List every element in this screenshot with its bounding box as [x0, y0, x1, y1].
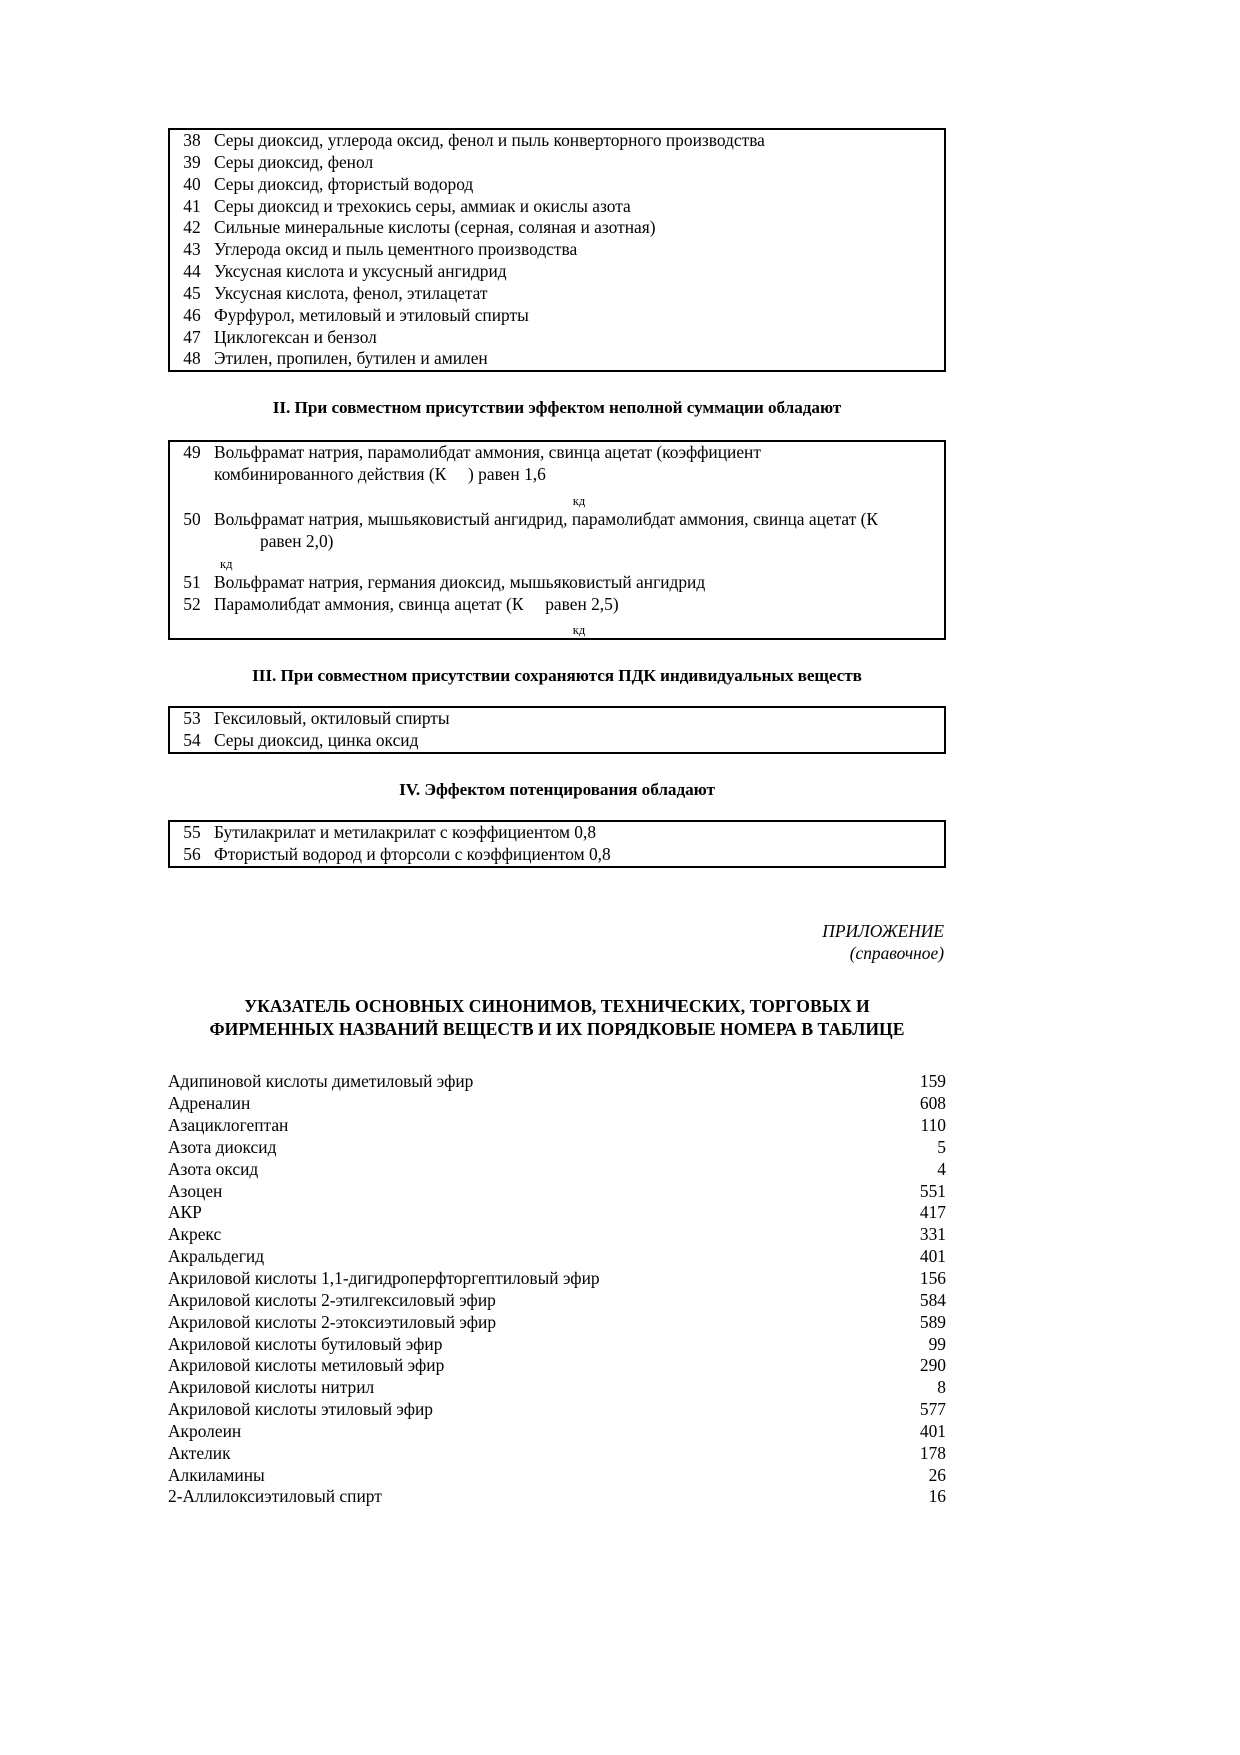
row-number: 50: [183, 508, 201, 529]
table-row: [169, 217, 945, 239]
index-entry-number: 608: [919, 1093, 946, 1114]
index-entry-name: Акральдегид: [168, 1246, 265, 1267]
index-entry-name: Акриловой кислоты нитрил: [168, 1377, 375, 1398]
index-entry-number: 26: [928, 1464, 946, 1485]
table-body: [169, 441, 945, 639]
row49-line1: Вольфрамат натрия, парамолибдат аммония, свинца ацетат (коэффициент: [214, 442, 761, 463]
table-individual-limits: [168, 706, 946, 754]
row52-line1-tail: равен 2,5): [545, 593, 619, 614]
index-entry-name: 2-Аллилоксиэтиловый спирт: [168, 1486, 382, 1507]
list-item: [168, 1334, 946, 1356]
index-entry-name: АКР: [168, 1202, 202, 1223]
list-item: [168, 1137, 946, 1159]
row-text: Этилен, пропилен, бутилен и амилен: [214, 348, 488, 369]
row-text: Гексиловый, октиловый спирты: [214, 708, 450, 729]
table-body: [169, 129, 945, 371]
table-row: [169, 348, 945, 371]
index-entry-name: Актелик: [168, 1442, 231, 1463]
row52-line1: [214, 594, 944, 616]
row-number: 40: [183, 173, 201, 194]
index-entry-number: 159: [919, 1071, 946, 1092]
index-entry-number: 16: [928, 1486, 946, 1507]
table-body: [169, 821, 945, 867]
row-text: Циклогексан и бензол: [214, 326, 377, 347]
index-entry-name: Алкиламины: [168, 1464, 265, 1485]
row-text: Серы диоксид, фтористый водород: [214, 173, 474, 194]
page-content: [168, 128, 946, 1508]
index-entry-number: 401: [919, 1420, 946, 1441]
table-row: [169, 572, 945, 594]
index-entry-number: 8: [937, 1377, 946, 1398]
table-row: [169, 730, 945, 753]
row-text: Серы диоксид и трехокись серы, аммиак и окислы азота: [214, 195, 631, 216]
row49-subscript: кд: [572, 493, 586, 508]
list-item: [168, 1421, 946, 1443]
row-number: 44: [183, 261, 201, 282]
section-heading-three: III. При совместном присутствии сохраняются ПДК индивидуальных веществ: [252, 666, 862, 686]
index-entry-number: 331: [919, 1224, 946, 1245]
row50-line2: равен 2,0): [260, 530, 334, 551]
table-row: [169, 261, 945, 283]
row-text: [214, 441, 945, 509]
row-text: Серы диоксид, цинка оксид: [214, 730, 419, 751]
row-number: 54: [183, 730, 201, 751]
index-entry-number: 401: [919, 1246, 946, 1267]
row-number: 55: [183, 822, 201, 843]
table-row: [169, 152, 945, 174]
index-entry-name: Адреналин: [168, 1093, 251, 1114]
spacer: [214, 486, 944, 494]
index-entry-number: 99: [928, 1333, 946, 1354]
index-entry-number: 5: [937, 1136, 946, 1157]
index-entry-number: 156: [919, 1268, 946, 1288]
row-number: 46: [183, 304, 201, 325]
index-entry-number: 589: [919, 1311, 946, 1332]
index-entry-name: Азоцен: [168, 1180, 223, 1201]
row-text: Сильные минеральные кислоты (серная, соляная и азотная): [214, 217, 656, 238]
list-item: [168, 1377, 946, 1399]
list-item: [168, 1399, 946, 1421]
index-entry-number: 290: [919, 1355, 946, 1376]
row-number: 38: [183, 130, 201, 150]
table-row: [169, 441, 945, 509]
table-row: [169, 239, 945, 261]
row-text: Серы диоксид, фенол: [214, 151, 374, 172]
list-item: [168, 1268, 946, 1290]
list-item: [168, 1115, 946, 1137]
list-item: [168, 1181, 946, 1203]
table-potentiation: [168, 820, 946, 868]
index-entry-name: Акриловой кислоты 2-этоксиэтиловый эфир: [168, 1311, 497, 1332]
index-entry-name: Акролеин: [168, 1420, 242, 1441]
row-text: Углерода оксид и пыль цементного производства: [214, 239, 578, 260]
row-text: Вольфрамат натрия, германия диоксид, мышьяковистый ангидрид: [214, 571, 706, 592]
table-row: [169, 594, 945, 640]
table-row: [169, 174, 945, 196]
table-row: [169, 196, 945, 218]
index-entry-name: Акриловой кислоты 2-этилгексиловый эфир: [168, 1289, 496, 1310]
row-number: 49: [183, 442, 201, 463]
row-text: [214, 594, 945, 640]
list-item: [168, 1312, 946, 1334]
row-number: 41: [183, 195, 201, 216]
row-number: 45: [183, 282, 201, 303]
index-title: [168, 995, 946, 1041]
row49-line2-head: комбинированного действия (К: [214, 464, 447, 485]
row-text: Бутилакрилат и метилакрилат с коэффициентом 0,8: [214, 822, 597, 843]
row-text: Фурфурол, метиловый и этиловый спирты: [214, 304, 529, 325]
table-row: [169, 844, 945, 867]
row52-subscript: кд: [572, 623, 586, 638]
row-number: 53: [183, 708, 201, 729]
row49-gap: [446, 464, 468, 484]
row-number: 52: [183, 593, 201, 614]
appendix-line-2: (справочное): [849, 943, 944, 964]
index-title-line-1: УКАЗАТЕЛЬ ОСНОВНЫХ СИНОНИМОВ, ТЕХНИЧЕСКИХ, ТОРГОВЫХ И: [244, 995, 870, 1016]
list-item: [168, 1224, 946, 1246]
table-body: [169, 707, 945, 753]
index-entry-name: Акриловой кислоты бутиловый эфир: [168, 1333, 443, 1354]
table-row: [169, 821, 945, 844]
index-entry-number: 110: [920, 1115, 946, 1136]
list-item: [168, 1202, 946, 1224]
table-row: [169, 707, 945, 730]
row-text: [214, 509, 945, 572]
index-entry-number: 178: [919, 1442, 946, 1463]
index-list: [168, 1071, 946, 1508]
table-row: [169, 327, 945, 349]
row50-subscript: кд: [220, 556, 233, 571]
row-number: 47: [183, 326, 201, 347]
index-entry-name: Азота оксид: [168, 1158, 259, 1179]
row-number: 56: [183, 843, 201, 864]
row-number: 48: [183, 348, 201, 369]
index-entry-number: 4: [937, 1158, 946, 1179]
index-entry-number: 584: [919, 1289, 946, 1310]
appendix-line-1: ПРИЛОЖЕНИЕ: [822, 920, 944, 941]
row50-line1: Вольфрамат натрия, мышьяковистый ангидрид, парамолибдат аммония, свинца ацетат (К: [214, 508, 879, 529]
table-incomplete-summation: [168, 440, 946, 640]
index-entry-number: 577: [919, 1399, 946, 1420]
index-entry-number: 551: [919, 1180, 946, 1201]
table-row: [169, 305, 945, 327]
spacer: [214, 615, 944, 623]
list-item: [168, 1159, 946, 1181]
index-entry-name: Адипиновой кислоты диметиловый эфир: [168, 1071, 474, 1092]
row-text: Фтористый водород и фторсоли с коэффициентом 0,8: [214, 843, 611, 864]
row-text: Уксусная кислота, фенол, этилацетат: [214, 282, 488, 303]
section-heading-two: II. При совместном присутствии эффектом неполной суммации обладают: [272, 398, 842, 418]
index-entry-name: Азациклогептан: [168, 1115, 289, 1136]
index-entry-name: Акриловой кислоты метиловый эфир: [168, 1355, 445, 1376]
row-number: 43: [183, 239, 201, 260]
table-complete-summation: [168, 128, 946, 372]
list-item: [168, 1355, 946, 1377]
row-number: 39: [183, 151, 201, 172]
row49-line2: [214, 464, 944, 486]
table-row: [169, 129, 945, 152]
row-number: 42: [183, 217, 201, 238]
index-entry-name: Акрекс: [168, 1224, 222, 1245]
index-title-line-2: ФИРМЕННЫХ НАЗВАНИЙ ВЕЩЕСТВ И ИХ ПОРЯДКОВЫЕ НОМЕРА В ТАБЛИЦЕ: [209, 1019, 905, 1040]
table-row: [169, 509, 945, 572]
row52-line1-head: Парамолибдат аммония, свинца ацетат (К: [214, 593, 524, 614]
index-entry-name: Акриловой кислоты этиловый эфир: [168, 1399, 434, 1420]
row49-line2-tail: ) равен 1,6: [468, 464, 546, 485]
row-text: Серы диоксид, углерода оксид, фенол и пыль конверторного производства: [214, 130, 765, 150]
list-item: [168, 1290, 946, 1312]
table-row: [169, 283, 945, 305]
row-number: 51: [183, 571, 201, 592]
list-item: [168, 1246, 946, 1268]
list-item: [168, 1443, 946, 1465]
list-item: [168, 1093, 946, 1115]
index-entry-number: 417: [919, 1202, 946, 1223]
index-entry-name: Азота диоксид: [168, 1136, 277, 1157]
appendix-label: [168, 920, 946, 965]
list-item: [168, 1071, 946, 1093]
index-entry-name: Акриловой кислоты 1,1-дигидроперфторгептиловый эфир: [168, 1268, 600, 1288]
section-heading-four: IV. Эффектом потенцирования обладают: [399, 780, 715, 800]
list-item: [168, 1465, 946, 1487]
list-item: [168, 1486, 946, 1508]
row52-gap: [523, 594, 545, 614]
row-text: Уксусная кислота и уксусный ангидрид: [214, 261, 507, 282]
